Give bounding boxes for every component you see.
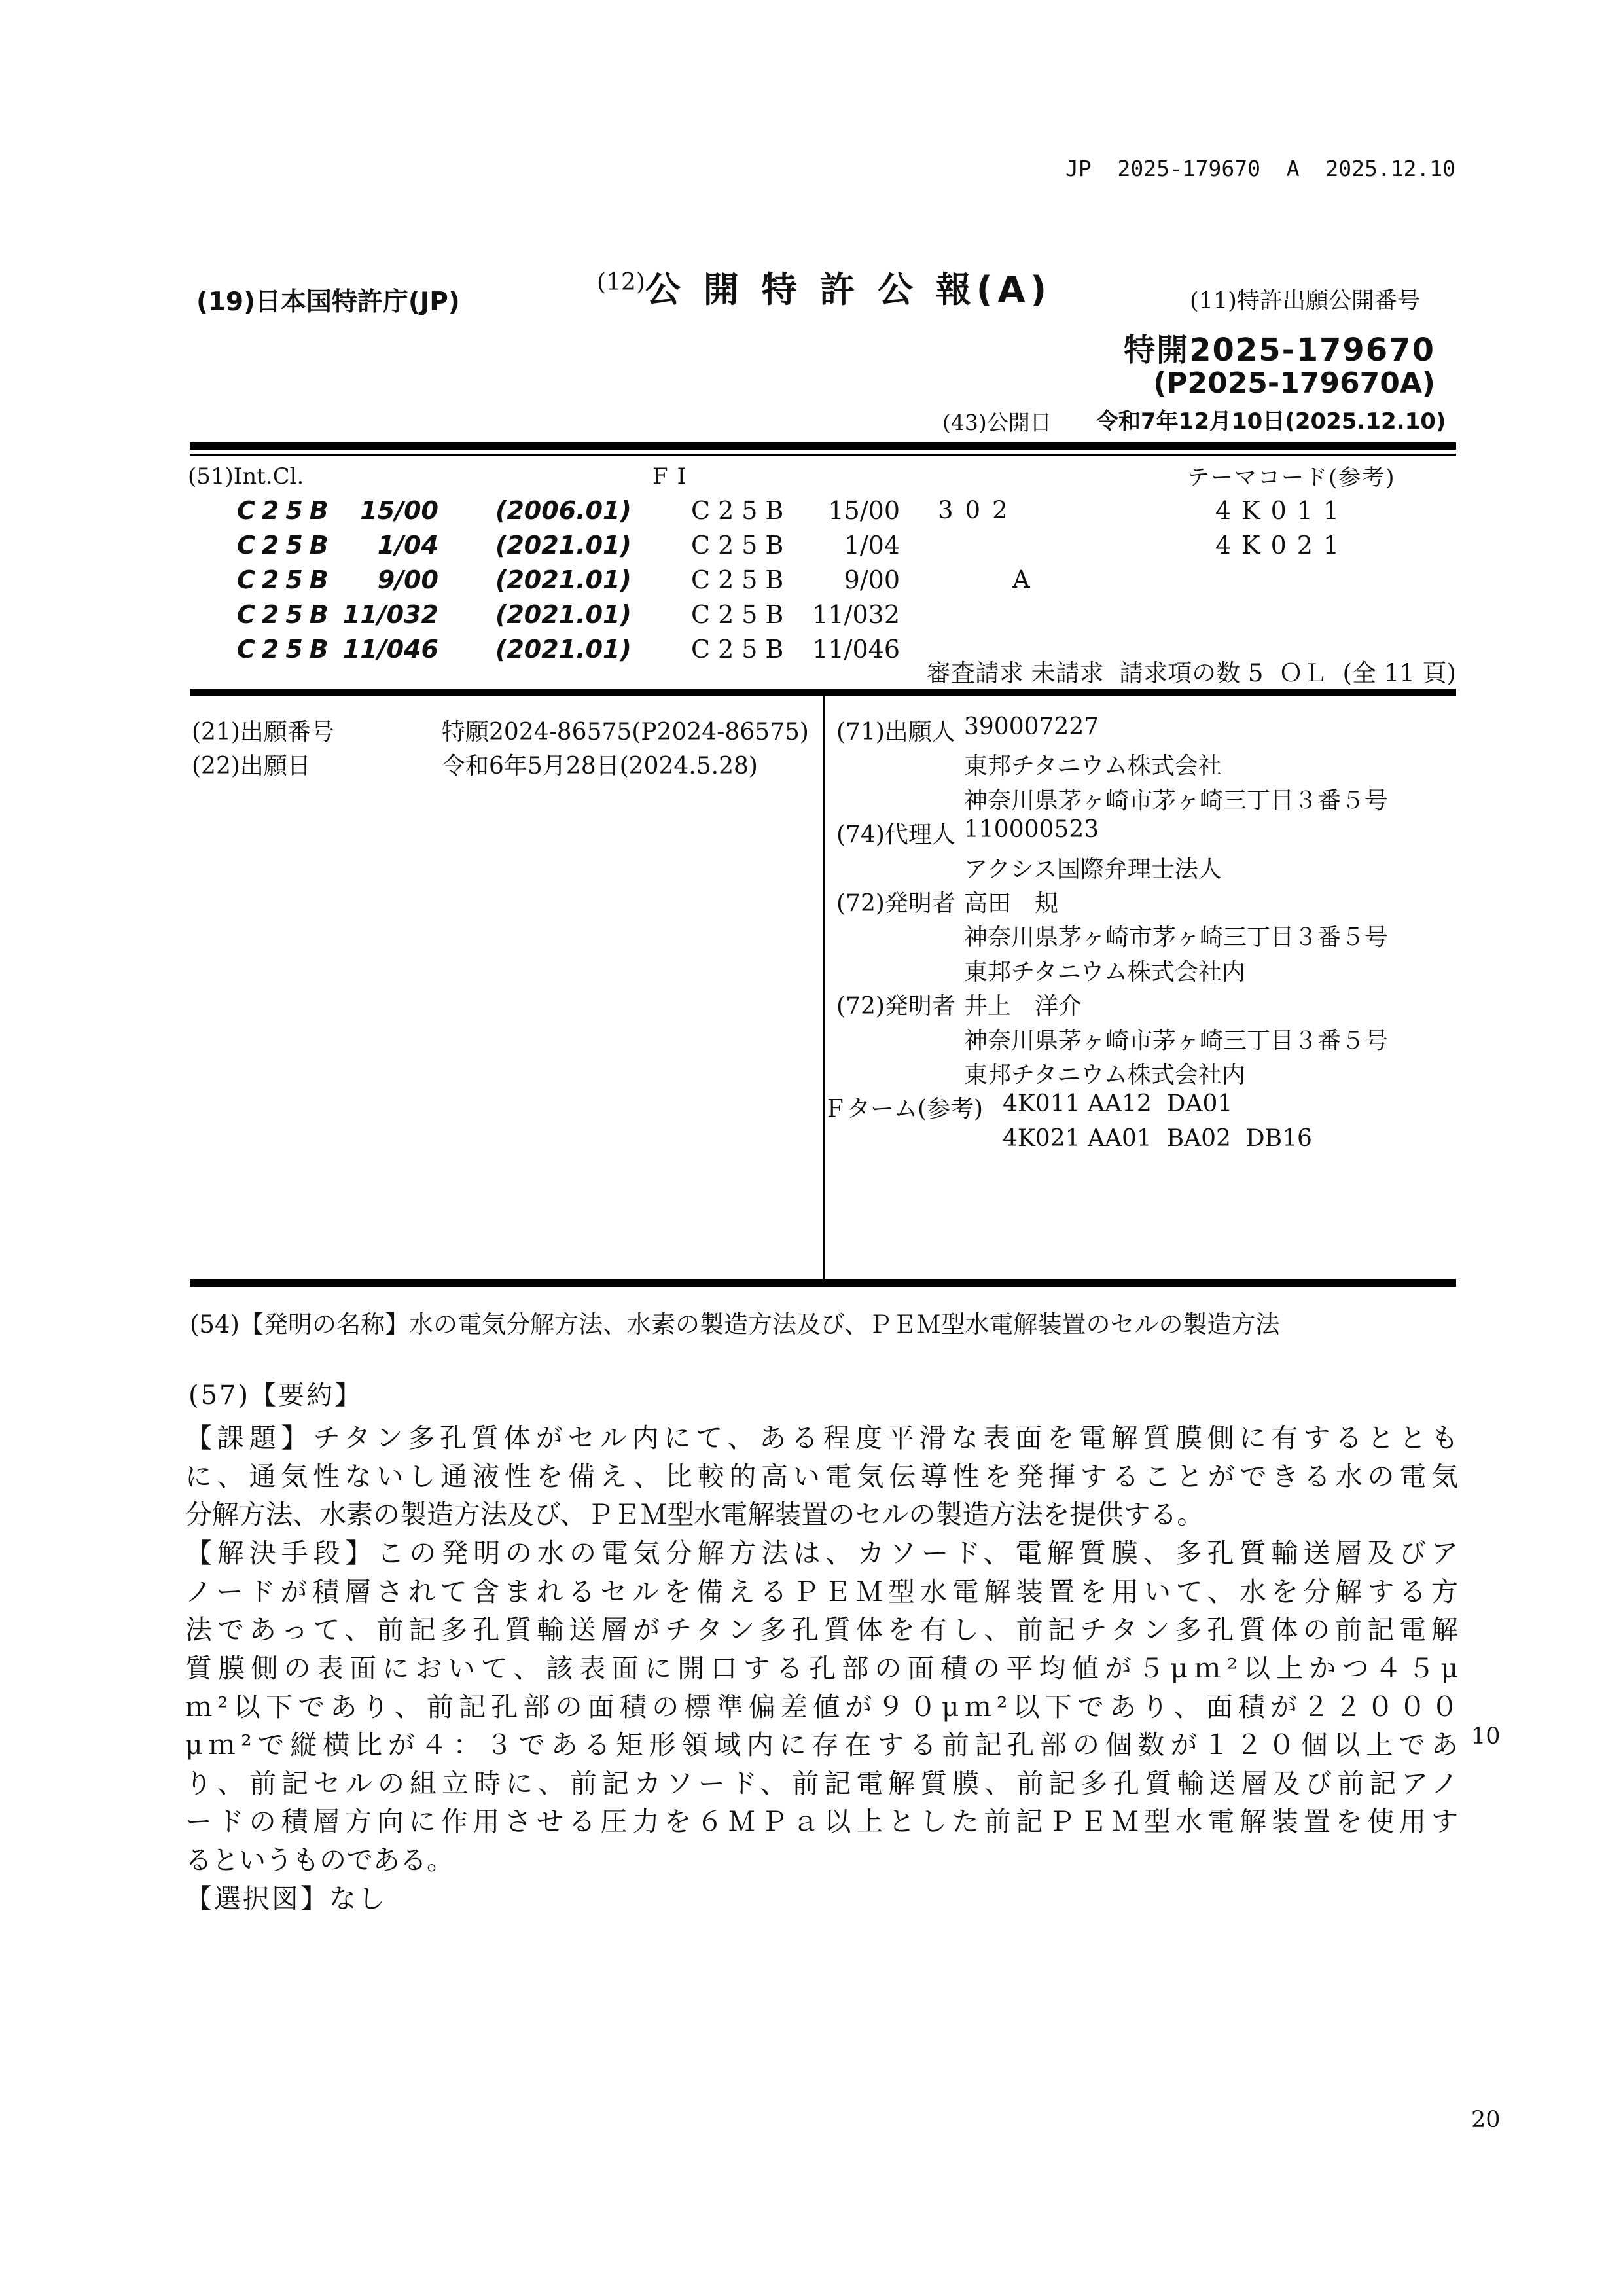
inventor-address: 神奈川県茅ヶ崎市茅ヶ崎三丁目３番５号 bbox=[964, 924, 1389, 951]
publication-number-label: (11)特許出願公開番号 bbox=[1190, 288, 1420, 314]
ipc-number: 9/00 bbox=[377, 565, 438, 594]
page-header-doc-id: JP 2025-179670 A 2025.12.10 bbox=[1065, 156, 1456, 181]
theme-code: 4K021 bbox=[1215, 531, 1350, 560]
abstract-line: るというものである。 bbox=[185, 1844, 454, 1876]
fi-class: C25B bbox=[691, 635, 792, 664]
applicant-name: 東邦チタニウム株式会社 bbox=[964, 753, 1222, 780]
margin-line-number-10: 10 bbox=[1471, 1723, 1501, 1749]
fterm-label: Ｆターム(参考) bbox=[823, 1096, 984, 1122]
ipc-number: 15/00 bbox=[360, 496, 438, 525]
ipc-version: (2021.01) bbox=[495, 635, 632, 664]
abstract-line: 分解方法、水素の製造方法及び、ＰＥＭ型水電解装置のセルの製造方法を提供する。 bbox=[185, 1499, 1204, 1530]
fi-number: 9/00 bbox=[844, 565, 900, 594]
fterm-codes: 4K021 AA01 BA02 DB16 bbox=[1003, 1125, 1312, 1152]
ipc-number: 1/04 bbox=[377, 531, 438, 560]
selected-figure-note: 【選択図】なし bbox=[185, 1883, 387, 1914]
publication-date: 令和7年12月10日(2025.12.10) bbox=[1096, 408, 1446, 435]
ipc-class: C25B bbox=[237, 600, 335, 629]
inventor-affiliation: 東邦チタニウム株式会社内 bbox=[964, 959, 1245, 986]
fi-label: FI bbox=[652, 463, 696, 490]
inventor-address: 神奈川県茅ヶ崎市茅ヶ崎三丁目３番５号 bbox=[964, 1028, 1389, 1054]
fterm-codes: 4K011 AA12 DA01 bbox=[1003, 1090, 1233, 1117]
abstract-line: ノードが積層されて含まれるセルを備えるＰＥＭ型水電解装置を用いて、水を分解する方 bbox=[185, 1576, 1458, 1607]
abstract-line: り、前記セルの組立時に、前記カソード、前記電解質膜、前記多孔質輸送層及び前記アノ bbox=[185, 1768, 1458, 1799]
ipc-version: (2006.01) bbox=[495, 496, 632, 525]
ipc-version: (2021.01) bbox=[495, 565, 632, 594]
fi-number: 11/046 bbox=[812, 635, 900, 664]
horizontal-rule-thick bbox=[190, 689, 1456, 696]
margin-line-number-20: 20 bbox=[1471, 2107, 1501, 2133]
agent-label: (74)代理人 bbox=[836, 821, 955, 848]
classification-row bbox=[0, 531, 1623, 565]
invention-title: (54)【発明の名称】水の電気分解方法、水素の製造方法及び、ＰＥＭ型水電解装置のセルの製造方法 bbox=[190, 1310, 1280, 1338]
inventor-name: 井上 洋介 bbox=[964, 993, 1082, 1020]
abstract-line: ードの積層方向に作用させる圧力を６ＭＰａ以上とした前記ＰＥＭ型水電解装置を使用す bbox=[185, 1806, 1458, 1837]
ipc-number: 11/046 bbox=[342, 635, 438, 664]
abstract-line: 【解決手段】この発明の水の電気分解方法は、カソード、電解質膜、多孔質輸送層及びア bbox=[185, 1537, 1458, 1569]
applicant-label: (71)出願人 bbox=[836, 719, 955, 745]
gazette-title-text: 公 開 特 許 公 報(A) bbox=[645, 269, 1052, 310]
filing-date-label: (22)出願日 bbox=[192, 753, 311, 780]
abstract-line: ｍ²以下であり、前記孔部の面積の標準偏差値が９０μｍ²以下であり、面積が２２０００ bbox=[185, 1691, 1458, 1723]
column-divider bbox=[823, 696, 825, 1279]
fi-number: 1/04 bbox=[844, 531, 900, 560]
horizontal-rule-thin bbox=[190, 454, 1456, 456]
ipc-number: 11/032 bbox=[342, 600, 438, 629]
ipc-class: C25B bbox=[237, 496, 335, 525]
filing-date: 令和6年5月28日(2024.5.28) bbox=[442, 753, 758, 780]
horizontal-rule-thick bbox=[190, 1279, 1456, 1287]
abstract-line: に、通気性ないし通液性を備え、比較的高い電気伝導性を発揮することができる水の電気 bbox=[185, 1461, 1458, 1492]
agent-name: アクシス国際弁理士法人 bbox=[964, 856, 1222, 883]
fi-extra-code: A bbox=[1012, 565, 1030, 594]
classification-row bbox=[0, 496, 1623, 530]
application-number: 特願2024-86575(P2024-86575) bbox=[442, 719, 809, 745]
intcl-label: (51)Int.Cl. bbox=[188, 463, 304, 490]
applicant-id: 390007227 bbox=[964, 713, 1099, 740]
publication-number: 特開2025-179670 bbox=[1124, 332, 1435, 368]
abstract-line: 法であって、前記多孔質輸送層がチタン多孔質体を有し、前記チタン多孔質体の前記電解 bbox=[185, 1614, 1458, 1645]
gazette-title-code: (12) bbox=[597, 269, 645, 296]
fi-class: C25B bbox=[691, 600, 792, 629]
publication-date-label: (43)公開日 bbox=[942, 410, 1052, 435]
abstract-line: 【課題】チタン多孔質体がセル内にて、ある程度平滑な表面を電解質膜側に有するととも bbox=[185, 1422, 1458, 1454]
abstract-heading: (57)【要約】 bbox=[188, 1380, 363, 1410]
patent-office-name: (19)日本国特許庁(JP) bbox=[196, 287, 460, 317]
publication-number-paren: (P2025-179670A) bbox=[1153, 367, 1435, 400]
fi-number: 15/00 bbox=[828, 496, 900, 525]
inventor-name: 高田 規 bbox=[964, 890, 1059, 917]
abstract-line: 質膜側の表面において、該表面に開口する孔部の面積の平均値が５μｍ²以上かつ４５μ bbox=[185, 1653, 1458, 1684]
fi-class: C25B bbox=[691, 565, 792, 594]
fi-class: C25B bbox=[691, 531, 792, 560]
agent-id: 110000523 bbox=[964, 816, 1099, 843]
gazette-title bbox=[597, 262, 1052, 312]
fi-number: 11/032 bbox=[812, 600, 900, 629]
ipc-class: C25B bbox=[237, 531, 335, 560]
classification-row bbox=[0, 565, 1623, 600]
inventor-affiliation: 東邦チタニウム株式会社内 bbox=[964, 1062, 1245, 1088]
ipc-class: C25B bbox=[237, 565, 335, 594]
applicant-address: 神奈川県茅ヶ崎市茅ヶ崎三丁目３番５号 bbox=[964, 787, 1389, 814]
application-number-label: (21)出願番号 bbox=[192, 719, 334, 745]
ipc-version: (2021.01) bbox=[495, 531, 632, 560]
ipc-class: C25B bbox=[237, 635, 335, 664]
inventor-label: (72)発明者 bbox=[836, 890, 955, 917]
ipc-version: (2021.01) bbox=[495, 600, 632, 629]
theme-code: 4K011 bbox=[1215, 496, 1350, 525]
abstract-line: μｍ²で縦横比が４：３である矩形領域内に存在する前記孔部の個数が１２０個以上であ bbox=[185, 1729, 1458, 1761]
horizontal-rule-thick bbox=[190, 442, 1456, 450]
inventor-label: (72)発明者 bbox=[836, 993, 955, 1020]
classification-row bbox=[0, 600, 1623, 634]
examination-request-line: 審査請求 未請求 請求項の数 5 ＯＬ (全 11 頁) bbox=[926, 659, 1456, 687]
theme-code-label: テーマコード(参考) bbox=[1187, 465, 1396, 491]
fi-class: C25B bbox=[691, 496, 792, 525]
fi-extra-code: 302 bbox=[938, 496, 1020, 524]
